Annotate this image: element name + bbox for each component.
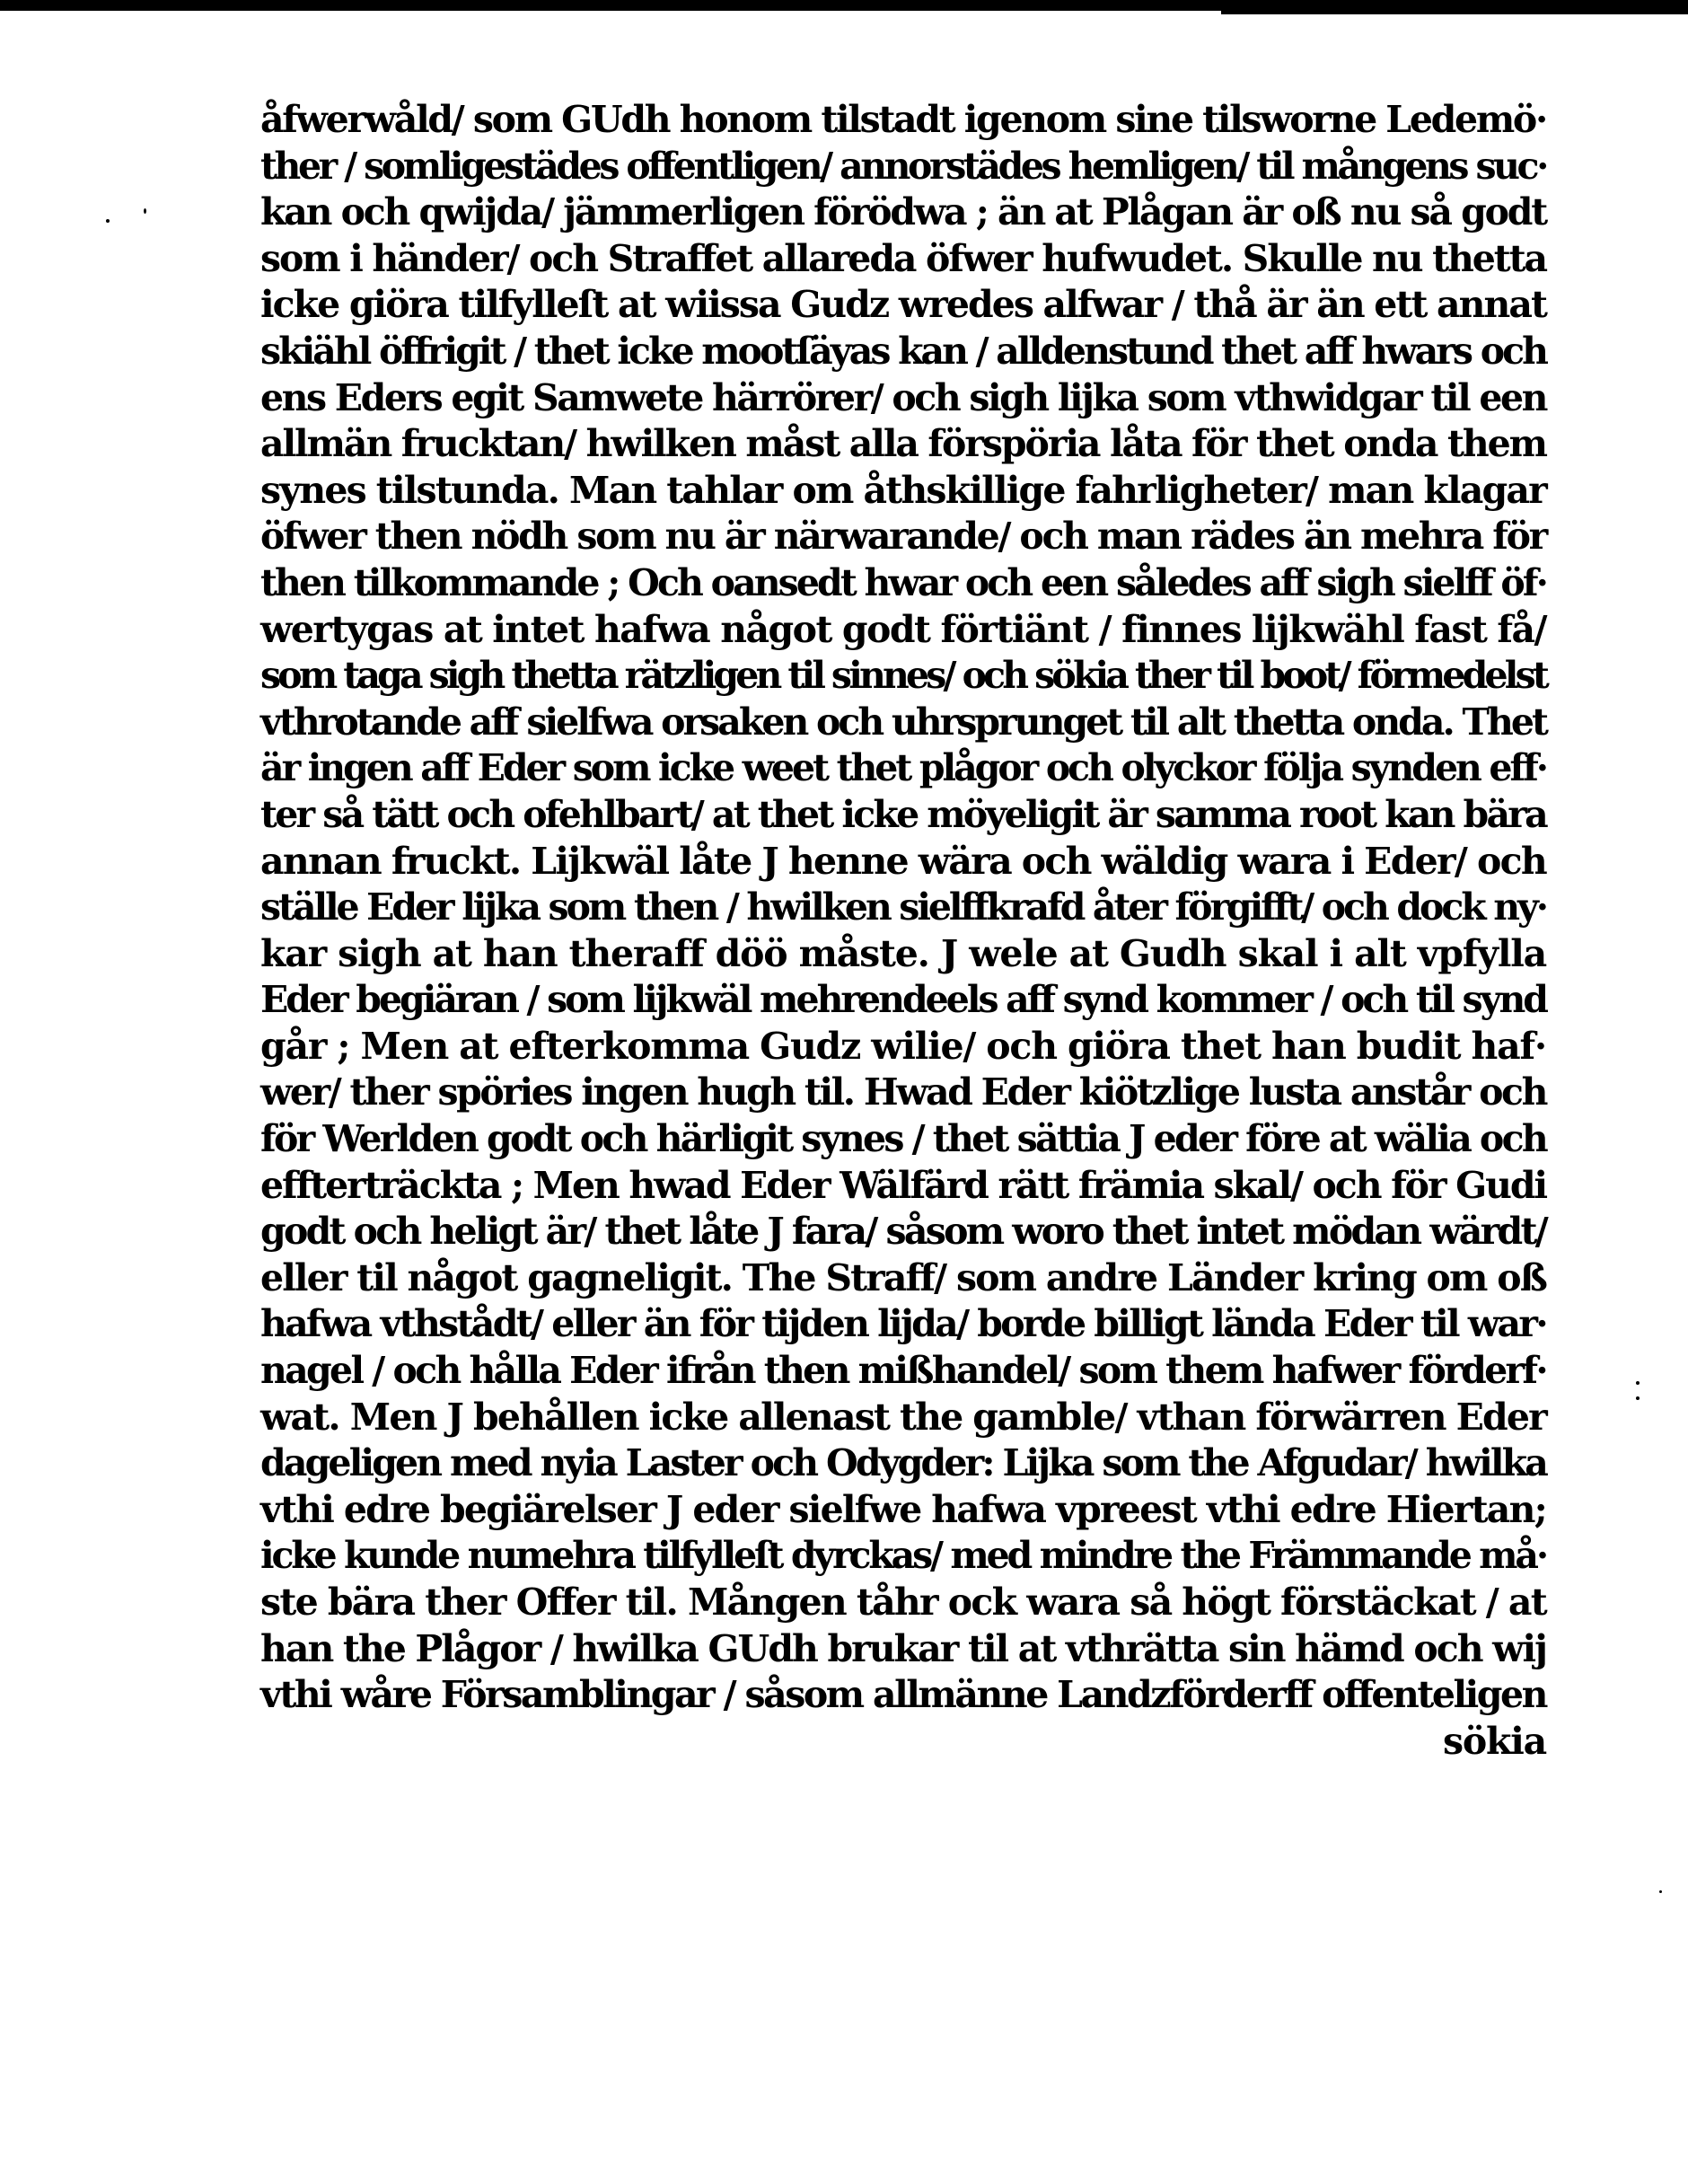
text-line: för Werlden godt och härligit synes / thet sättia J eder före at wälia och: [260, 1117, 1546, 1161]
text-line: wer/ ther spöries ingen hugh til. Hwad Eder kiötzlige lusta anstår och: [260, 1070, 1546, 1114]
text-line: ste bära ther Offer til. Mången tåhr ock wara så högt förstäckat / at: [260, 1581, 1546, 1624]
text-line: åfwerwåld/ som GUdh honom tilstadt igenom sine tilsworne Ledemö·: [260, 98, 1546, 141]
text-line: ther / somligestädes offentligen/ annorstädes hemligen/ til mångens suc·: [260, 144, 1546, 188]
text-line: godt och heligt är/ thet låte J fara/ såsom woro thet intet mödan wärdt/: [260, 1210, 1546, 1254]
text-line: wat. Men J behållen icke allenast the gamble/ vthan förwärren Eder: [260, 1395, 1546, 1439]
scan-speck: [1659, 1890, 1662, 1893]
text-line: som i händer/ och Straffet allareda öfwer hufwudet. Skulle nu thetta: [260, 236, 1546, 280]
text-line: nagel / och hålla Eder ifrån then mißhandel/ som them hafwer förderf·: [260, 1349, 1546, 1393]
text-line: går ; Men at efterkomma Gudz wilie/ och giöra thet han budit haf·: [260, 1024, 1546, 1068]
text-line: effterträckta ; Men hwad Eder Wälfärd rätt främia skal/ och för Gudi: [260, 1163, 1546, 1207]
text-line: icke giöra tilfylleſt at wiissa Gudz wredes alfwar / thå är än ett annat: [260, 283, 1546, 327]
text-line: Eder begiäran / som lijkwäl mehrendeels aff synd kommer / och til synd: [260, 978, 1546, 1022]
scan-speck: [106, 219, 110, 223]
scan-speck: [1636, 1381, 1640, 1385]
text-line: then tilkommande ; Och oansedt hwar och een således aff sigh sielff öf·: [260, 560, 1546, 604]
scan-top-border: [0, 0, 1688, 11]
text-line: som taga sigh thetta rätzligen til sinnes/ och sökia ther til boot/ förmedelst: [260, 654, 1546, 698]
text-line: ställe Eder lijka som then / hwilken sielffkrafd åter förgifft/ och dock ny·: [260, 885, 1546, 929]
text-line: dageligen med nyia Laster och Odygder: Lijka som the Afgudar/ hwilka: [260, 1441, 1546, 1485]
scan-speck: [1636, 1396, 1640, 1400]
text-line: kan och qwijda/ jämmerligen förödwa ; än at Plågan är oß nu så godt: [260, 190, 1546, 234]
scan-top-border-fade: [1221, 11, 1688, 14]
text-line: ens Eders egit Samwete härrörer/ och sigh lijka som vthwidgar til een: [260, 375, 1546, 419]
page-text-block: [260, 97, 1546, 1765]
text-line: vthi wåre Församblingar / såsom allmänne Landzförderff offenteligen: [260, 1673, 1546, 1717]
text-line: vthi edre begiärelser J eder sielfwe hafwa vpreest vthi edre Hiertan;: [260, 1487, 1546, 1531]
text-line: eller til något gagneligit. The Straff/ som andre Länder kring om oß: [260, 1255, 1546, 1299]
text-line: vthrotande aff sielfwa orsaken och uhrsprunget til alt thetta onda. Thet: [260, 700, 1546, 744]
text-line: är ingen aff Eder som icke weet thet plågor och olyckor följa synden eff·: [260, 746, 1546, 790]
text-line: skiähl öffrigit / thet icke mootſäyas kan / alldenstund thet aff hwars och: [260, 329, 1546, 373]
text-line: kar sigh at han theraff döö måste. J wele at Gudh skal i alt vpfylla: [260, 931, 1546, 975]
catchword: sökia: [1443, 1719, 1546, 1763]
text-line: allmän frucktan/ hwilken måst alla förspöria låta för thet onda them: [260, 422, 1546, 466]
text-line: ter så tätt och ofehlbart/ at thet icke möyeligit är samma root kan bära: [260, 792, 1546, 836]
text-line: han the Plågor / hwilka GUdh brukar til at vthrätta sin hämd och wij: [260, 1626, 1546, 1670]
text-line: hafwa vthstådt/ eller än för tijden lijda/ borde billigt lända Eder til war·: [260, 1302, 1546, 1346]
text-line: öfwer then nödh som nu är närwarande/ och man rädes än mehra för: [260, 515, 1546, 559]
text-line: wertygas at intet hafwa något godt förtiänt / finnes lijkwähl fast få/: [260, 607, 1546, 651]
text-line: synes tilstunda. Man tahlar om åthskillige fahrligheter/ man klagar: [260, 468, 1546, 512]
text-line: icke kunde numehra tilfylleſt dyrckas/ med mindre the Främmande må·: [260, 1534, 1546, 1578]
scan-speck: [144, 208, 146, 214]
text-line: annan fruckt. Lijkwäl låte J henne wära och wäldig wara i Eder/ och: [260, 839, 1546, 883]
